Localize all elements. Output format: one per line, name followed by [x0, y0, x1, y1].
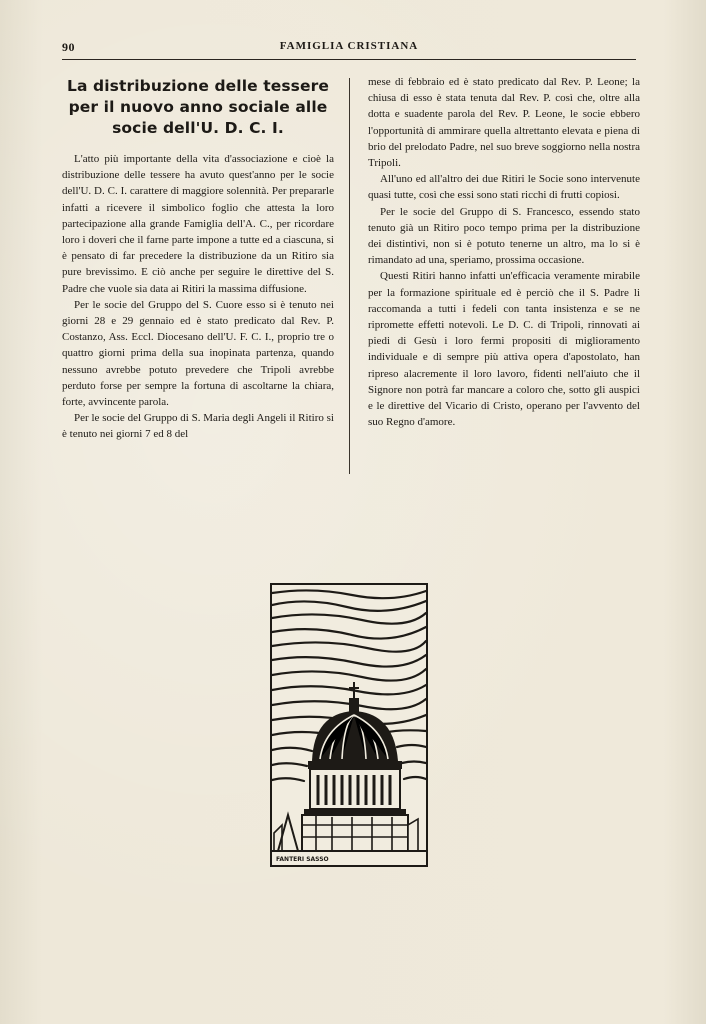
article-paragraph: Per le socie del Gruppo di S. Francesco, essendo stato tenuto già un Ritiro poco tempo prima per la distribuzione dei distintivi, non si è potuto tenerne un altro, ma lo si è rimandato ad una, speriamo, prossima occasione. — [368, 205, 640, 267]
page-header — [62, 38, 636, 60]
magazine-title: FAMIGLIA CRISTIANA — [279, 40, 419, 52]
article-paragraph: Per le socie del Gruppo di S. Maria degli Angeli il Ritiro si è tenuto nei giorni 7 ed 8 del — [62, 412, 334, 441]
artist-signature: FANTERI SASSO — [276, 856, 329, 863]
article-title-line: per il nuovo anno sociale alle — [68, 98, 328, 116]
article-title-line: La distribuzione delle tessere — [67, 77, 329, 95]
article-paragraph: Questi Ritiri hanno infatti un'efficacia veramente mirabile per la formazione spirituale ed è perciò che il S. Padre li raccomanda a tutti i fedeli con tanta insistenza e se ne ripromette effetti notevoli. Le D. C. di Tripoli, rinnovati ai piedi di Gesù i loro fermi propositi di miglioramento individuale e di sempre più attiva opera d'apostolato, han ripreso alacremente il loro lavoro, fidenti nell'aiuto che il Signore non potrà far mancare a coloro che, sotto gli auspici e le direttive del Vicario di Cristo, operano per l'avvento del suo Regno d'amore. — [368, 270, 640, 429]
church-dome-woodcut-icon — [272, 585, 426, 865]
article-title — [62, 76, 334, 139]
article-title-line: socie dell'U. D. C. I. — [112, 119, 284, 137]
article-left-column — [62, 74, 334, 443]
column-divider — [349, 78, 350, 474]
woodcut-illustration — [270, 583, 428, 867]
article-paragraph: L'atto più importante della vita d'associazione e cioè la distribuzione delle tessere ha avuto quest'anno per le socie dell'U. D. C. I. carattere di maggiore solennità. Per prepararle infatti a ricevere il simbolico foglio che attesta la loro partecipazione alla grande Famiglia dell'A. C., per ricordare loro i doveri che il farne parte impone a tutte ed a ciascuna, si è pensato di far precedere la distribuzione da un Ritiro sia pure brevissimo. E ciò anche per seguire le direttive del S. Padre che vuole sia data ai Ritiri la massima diffusione. — [62, 153, 334, 295]
article-paragraph: All'uno ed all'altro dei due Ritiri le Socie sono intervenute quasi tutte, così che essi sono stati ricchi di frutti copiosi. — [368, 173, 640, 202]
article-paragraph: mese di febbraio ed è stato predicato dal Rev. P. Leone; la chiusa di esso è stata tenuta dal Rev. P. così che, oltre alla dotta e suadente parola del Rev. P. Leone, le socie ebbero l'opportunità di ammirare quella altrettanto elevata e piena di brio del prelodato Padre, nel suo breve soggiorno nella nostra Tripoli. — [368, 76, 640, 170]
page-number: 90 — [62, 40, 75, 54]
article-paragraph: Per le socie del Gruppo del S. Cuore esso si è tenuto nei giorni 28 e 29 gennaio ed è stato predicato dal Rev. P. Costanzo, Ass. Eccl. Diocesano dell'U. F. C. I., proprio tre o quattro giorni prima della sua inopinata partenza, quando nessuno avrebbe potuto prevedere che Tripoli avrebbe perduto forse per sempre la fortuna di ascoltarne la chiara, forte, avvincente parola. — [62, 298, 334, 409]
article-right-column — [368, 74, 640, 430]
